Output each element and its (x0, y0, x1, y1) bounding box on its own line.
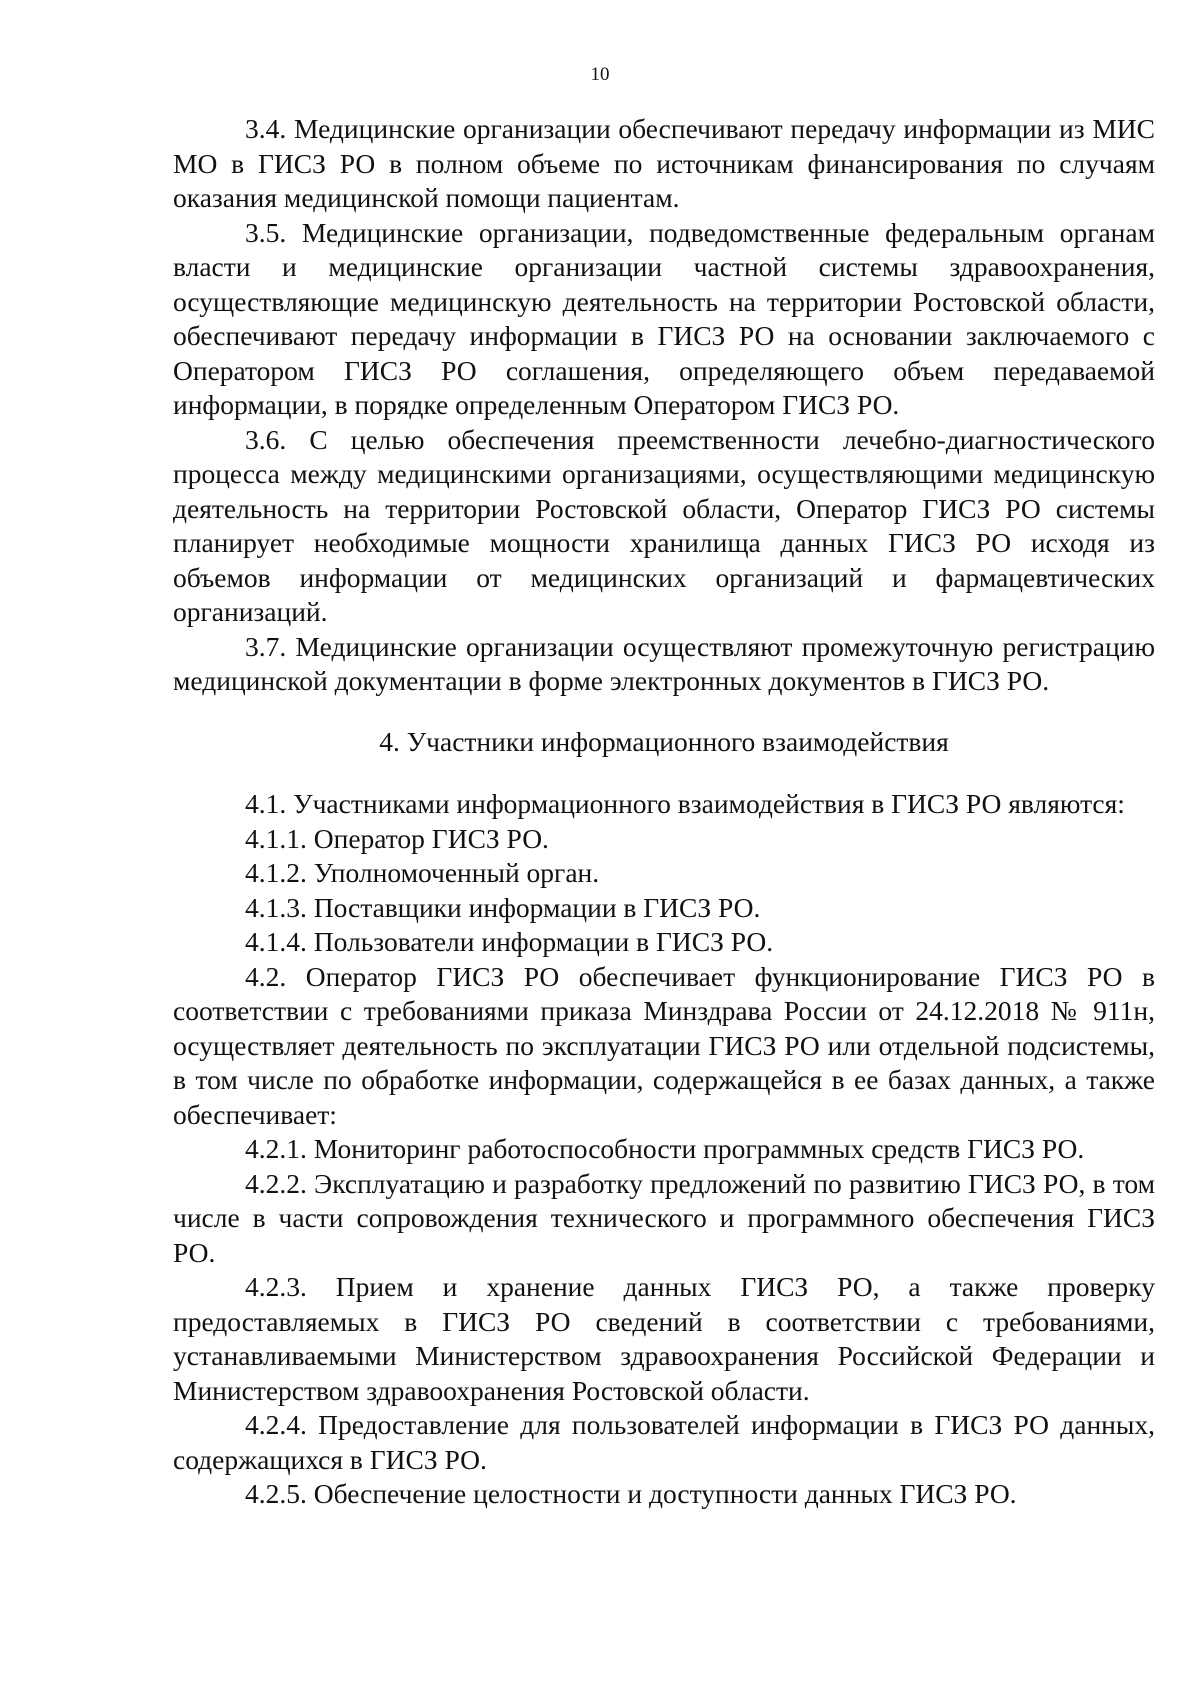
paragraph-3-6: 3.6. С целью обеспечения преемственности лечебно-диагностического процесса между медицинскими организациями, осуществляющими медицинскую деятельность на территории Ростовской области, Оператор ГИСЗ РО системы планирует необходимые мощности хранилища данных ГИСЗ РО исходя из объемов информации от медицинских организаций и фармацевтических организаций. (173, 423, 1155, 627)
paragraph-3-7: 3.7. Медицинские организации осуществляют промежуточную регистрацию медицинской документации в форме электронных документов в ГИСЗ РО. (173, 630, 1155, 696)
section-heading: 4. Участники информационного взаимодействия (379, 725, 949, 757)
paragraph-4-1-4: 4.1.4. Пользователи информации в ГИСЗ РО. (245, 926, 774, 957)
paragraph-4-1-3: 4.1.3. Поставщики информации в ГИСЗ РО. (245, 891, 761, 923)
paragraph-4-2: 4.2. Оператор ГИСЗ РО обеспечивает функционирование ГИСЗ РО в соответствии с требованиями приказа Минздрава России от 24.12.2018 № 911н, осуществляет деятельность по эксплуатации ГИСЗ РО или отдельной подсистемы, в том числе по обработке информации, содержащейся в ее базах данных, а также обеспечивает: (173, 960, 1155, 1130)
paragraph-3-4: 3.4. Медицинские организации обеспечивают передачу информации из МИС МО в ГИСЗ РО в полном объеме по источникам финансирования по случаям оказания медицинской помощи пациентам. (173, 113, 1155, 213)
paragraph-4-1: 4.1. Участниками информационного взаимодействия в ГИСЗ РО являются: (245, 788, 1125, 819)
paragraph-4-2-2: 4.2.2. Эксплуатацию и разработку предложений по развитию ГИСЗ РО, в том числе в части сопровождения технического и программного обеспечения ГИСЗ РО. (173, 1167, 1155, 1268)
document-body (173, 112, 1155, 1512)
paragraph-4-1-1: 4.1.1. Оператор ГИСЗ РО. (245, 822, 549, 854)
paragraph-4-2-4: 4.2.4. Предоставление для пользователей информации в ГИСЗ РО данных, содержащихся в ГИСЗ РО. (173, 1409, 1155, 1475)
paragraph-4-1-2: 4.1.2. Уполномоченный орган. (245, 857, 600, 888)
page-number: 10 (590, 64, 610, 85)
paragraph-4-2-5: 4.2.5. Обеспечение целостности и доступности данных ГИСЗ РО. (245, 1478, 1017, 1509)
paragraph-4-2-3: 4.2.3. Прием и хранение данных ГИСЗ РО, а также проверку предоставляемых в ГИСЗ РО сведений в соответствии с требованиями, устанавливаемыми Министерством здравоохранения Российской Федерации и Министерством здравоохранения Ростовской области. (173, 1271, 1155, 1406)
paragraph-4-2-1: 4.2.1. Мониторинг работоспособности программных средств ГИСЗ РО. (245, 1133, 1085, 1164)
paragraph-3-5: 3.5. Медицинские организации, подведомственные федеральным органам власти и медицинские организации частной системы здравоохранения, осуществляющие медицинскую деятельность на территории Ростовской области, обеспечивают передачу информации в ГИСЗ РО на основании заключаемого с Оператором ГИСЗ РО соглашения, определяющего объем передаваемой информации, в порядке определенным Оператором ГИСЗ РО. (173, 216, 1155, 420)
